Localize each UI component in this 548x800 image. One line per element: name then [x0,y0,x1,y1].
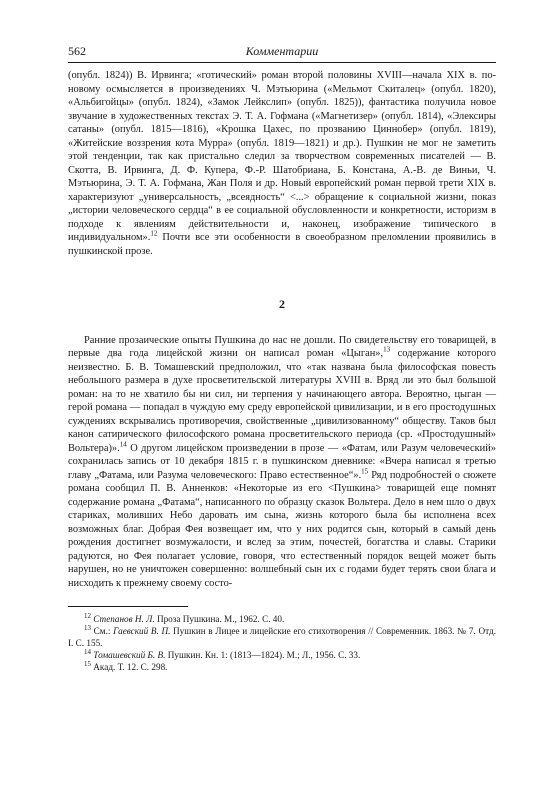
paragraph-continuation [68,69,496,258]
paragraph-early-prose [68,334,496,591]
paragraph-text: Ряд подробностей о сюжете романа сообщил П. В. Анненков: «Некоторые из его <Пушкина> товарищей еще помнят содержание романа „Фатама“, написанного по образцу сказок Вольтера. Дело в нем шло о двух стариках, моливших Небо даровать им сына, жизнь которого была бы исполнена всех возможных благ. Добрая Фея возвещает им, что у них родится сын, который в самый день рождения достигнет возмужалости, и вслед за этим, почестей, богатства и славы. Старики радуются, но Фея полагает условие, говоря, что естественный порядок вещей может быть нарушен, но не уничтожен совершенно: волшебный сын их с годами будет терять свои блага и нисходить к прежнему своему состо- [68,469,496,589]
footnote-number: 15 [84,659,91,668]
paragraph-text: Почти все эти особенности в своеобразном преломлении проявились в пушкинской прозе. [68,232,496,257]
footnote-number: 13 [84,623,91,632]
book-page [68,40,496,673]
paragraph-text: содержание которого неизвестно. Б. В. Томашевский предположил, что «так названа была философская повесть небольшого размера в духе просветительской литературы XVIII в. Вряд ли это был большой роман: на то не хватило бы ни сил, ни терпения у начинающего автора. Вероятно, цыган — герой романа — попадал в чуждую ему среду европейской цивилизации, и в его простодушных суждениях вскрывались противоречия, свойственные „цивилизованному“ обществу. Таков был канон сатирического философского романа просветительского периода (ср. «Простодушный» Вольтера)». [68,348,496,454]
paragraph-text: (опубл. 1824)) В. Ирвинга; «готический» роман второй половины XVIII—начала XIX в. по-новому осмысляется в произведениях Ч. Мэтьюрина («Мельмот Скиталец» (опубл. 1820), «Альбигойцы» (опубл. 1824), «Замок Лейкслип» (опубл. 1825)), фантастика получила новое звучание в художественных текстах Э. Т. А. Гофмана («Магнетизер» (опубл. 1814), «Элексиры сатаны» (опубл. 1815—1816), «Крошка Цахес, по прозванию Циннобер» (опубл. 1819), «Житейские воззрения кота Мурра» (опубл. 1819—1821) и др.). Пушкин не мог не заметить этой тенденции, так как пристально следил за творчеством современных писателей — В. Скотта, В. Ирвинга, Д. Ф. Купера, Ф.-Р. Шатобриана, Б. Констана, А.-В. де Виньи, Ч. Мэтьюрина, Э. Т. А. Гофмана, Жан Поля и др. Новый европейский роман первой трети XIX в. характеризуют „универсальность, „всеядность“ <...> обращение к социальной жизни, показ „истории человеческого сердца“ в ее социальной обусловленности и конкретности, историзм в подходе к явлениям действительности и, наконец, изображение типического в индивидуальном». [68,70,496,243]
main-text [68,69,496,590]
footnote-author: Гаевский В. П. [113,626,171,636]
running-head [68,40,496,62]
footnote-text: Пушкин в Лицее и лицейские его стихотворения // Современник. 1863. № 7. Отд. I. С. 155. [68,626,496,648]
footnote-rule [68,606,188,607]
footnote-ref: 13 [383,345,391,354]
footnote-author: Степанов Н. Л. [93,614,155,624]
page-number: 562 [68,44,86,58]
footnote-number: 14 [84,647,91,656]
footnote-text: Проза Пушкина. М., 1962. С. 40. [154,614,285,624]
footnote [68,613,496,625]
footnote-number: 12 [84,611,91,620]
footnote [68,661,496,673]
footnote [68,649,496,661]
footnotes [68,606,496,673]
header-rule [68,62,496,63]
footnote-text: См.: [93,626,114,636]
paragraph-text: О другом лицейском произведении в прозе — «Фатам, или Разум человеческий» сохранилась запись от 10 декабря 1815 г. в пушкинском дневнике: «Вчера написал я третью главу „Фатама, или Разума человеческого: Право естественное“». [68,442,496,481]
paragraph-text: Ранние прозаические опыты Пушкина до нас не дошли. По свидетельству его товарищей, в первые два года лицейской жизни он написал роман «Цыган», [68,334,496,359]
section-number: 2 [279,297,285,311]
running-title: Комментарии [245,44,319,58]
footnote-ref: 14 [119,440,127,449]
footnote-ref: 15 [361,467,369,476]
footnote [68,625,496,649]
footnote-text: Акад. Т. 12. С. 298. [93,662,168,672]
footnote-author: Томашевский Б. В. [93,650,166,660]
footnote-ref: 12 [150,229,158,238]
footnote-text: Пушкин. Кн. 1: (1813—1824). М.; Л., 1956. С. 33. [165,650,361,660]
